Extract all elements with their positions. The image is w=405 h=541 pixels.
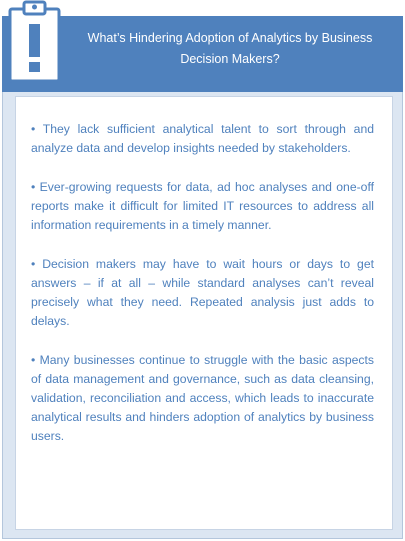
list-item: • Many businesses continue to struggle with the basic aspects of data management and governance, such as data cleansing, validation, reconciliation and access, which leads to inaccurate analytical results and hinders adoption of analytics by business users. bbox=[31, 353, 374, 443]
list-item: • They lack sufficient analytical talent to sort through and analyze data and develop insights needed by stakeholders. bbox=[31, 122, 374, 155]
clipboard-exclamation-icon bbox=[7, 0, 62, 84]
list-item: • Decision makers may have to wait hours or days to get answers – if at all – while standard analyses can’t reveal precisely what they need. Repeated analysis just adds to delays. bbox=[31, 257, 374, 328]
list-item: • Ever-growing requests for data, ad hoc analyses and one-off reports make it difficult for limited IT resources to address all information requirements in a timely manner. bbox=[31, 180, 374, 232]
page-title: What’s Hindering Adoption of Analytics by Business Decision Makers? bbox=[87, 31, 373, 66]
bullet-list bbox=[31, 120, 374, 466]
